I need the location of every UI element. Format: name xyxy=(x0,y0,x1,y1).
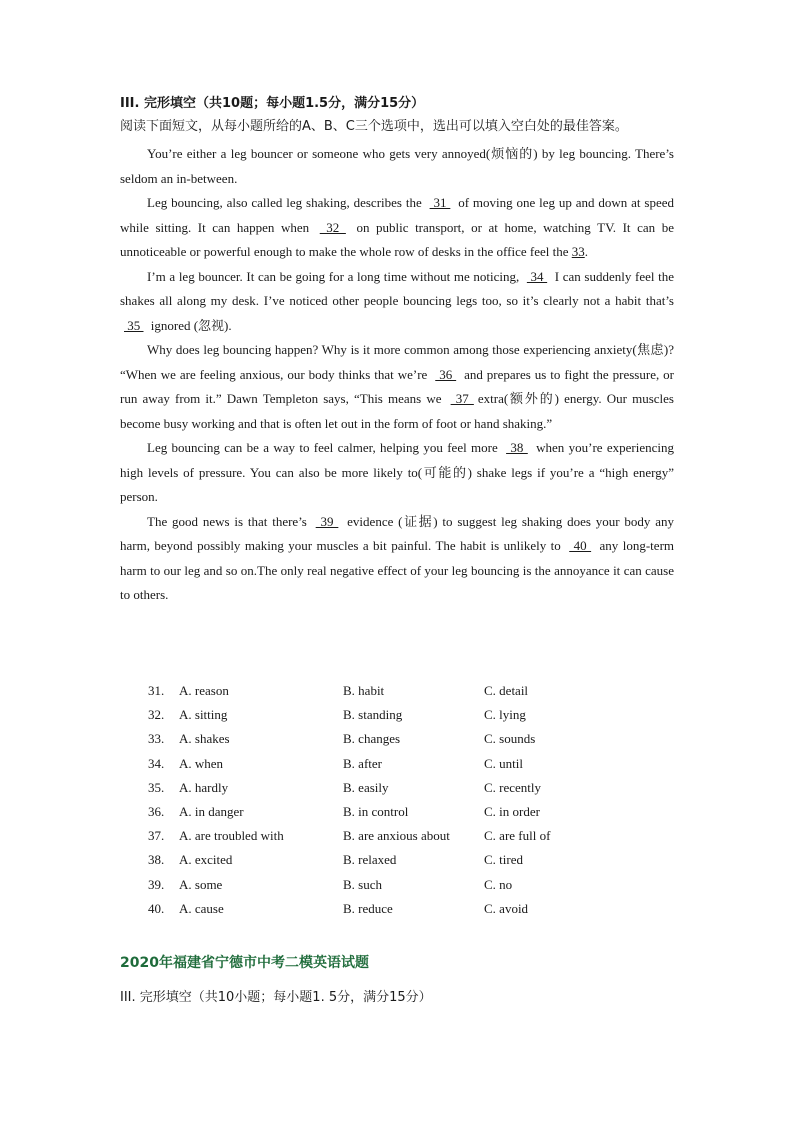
paragraph-6 xyxy=(120,510,674,608)
option-a: A. in danger xyxy=(179,803,244,819)
option-c: C. lying xyxy=(484,707,526,723)
question-number: 39. xyxy=(148,876,165,892)
option-c: C. are full of xyxy=(484,828,551,844)
paragraph-1: You’re either a leg bouncer or someone who gets very annoyed(烦恼的) by leg bouncing. There’s seldom an in-between. xyxy=(120,146,674,186)
option-a: A. hardly xyxy=(179,779,229,795)
option-a: A. when xyxy=(179,755,224,771)
option-row-38 xyxy=(148,848,568,872)
option-c: C. recently xyxy=(484,779,542,795)
option-a: A. shakes xyxy=(179,731,230,747)
option-b: B. are anxious about xyxy=(343,828,450,844)
text-segment: . xyxy=(584,244,588,259)
question-number: 35. xyxy=(148,779,165,795)
text-segment: extra(额外的) energy. Our muscles become busy working and that is often let out in the form of foot or hand shaking.” xyxy=(120,391,674,431)
blank-36: 36 xyxy=(435,366,457,382)
passage-content xyxy=(120,94,674,608)
question-number: 33. xyxy=(148,731,165,747)
exam-title: 2020年福建省宁德市中考二模英语试题 xyxy=(120,955,369,971)
question-number: 34. xyxy=(148,755,165,771)
text-segment: any long-term harm to our leg and so on.The only real negative effect of your leg bouncing is the annoyance it can cause to others. xyxy=(120,538,675,602)
question-number: 36. xyxy=(148,803,165,819)
paragraph-3 xyxy=(120,265,674,339)
text-segment: I can suddenly feel the shakes all along my desk. I’ve noticed other people bouncing legs too, so it’s clearly not a habit that’s xyxy=(120,268,674,308)
blank-39: 39 xyxy=(315,513,339,529)
text-segment: when you’re experiencing high levels of pressure. You can also be more likely to(可能的) shake legs if you’re a “high energy” person. xyxy=(120,440,675,504)
option-row-33 xyxy=(148,727,568,751)
option-a: A. cause xyxy=(179,900,224,916)
option-row-32 xyxy=(148,703,568,727)
text-segment: and prepares us to fight the pressure, or run away from it.” Dawn Templeton says, “This means we xyxy=(120,366,674,406)
option-a: A. sitting xyxy=(179,707,228,723)
text-segment: of moving one leg up and down at speed while sitting. It can happen when xyxy=(120,195,675,235)
option-b: B. relaxed xyxy=(343,852,397,868)
option-row-36 xyxy=(148,800,568,824)
question-number: 40. xyxy=(148,900,165,916)
next-section-title: III. 完形填空（共10小题；每小题1. 5分，满分15分） xyxy=(120,990,432,1005)
blank-40: 40 xyxy=(569,538,592,553)
option-b: B. after xyxy=(343,755,382,771)
option-row-40 xyxy=(148,897,568,921)
instruction-text: 阅读下面短文，从每小题所给的A、B、C三个选项中，选出可以填入空白处的最佳答案。 xyxy=(120,119,628,134)
paragraph-5 xyxy=(120,436,674,510)
option-row-31 xyxy=(148,679,568,703)
paragraph-2 xyxy=(120,191,674,265)
option-a: A. are troubled with xyxy=(179,828,284,844)
option-b: B. in control xyxy=(343,803,409,819)
text-segment: evidence (证据) to suggest leg shaking does your body any harm, beyond possibly making your muscles a bit painful. The habit is unlikely to xyxy=(120,513,675,553)
option-c: C. sounds xyxy=(484,731,536,747)
text-segment: The good news is that there’s xyxy=(147,513,312,529)
section-title: III. 完形填空（共10题；每小题1.5分，满分15分） xyxy=(120,96,425,111)
blank-33: 33 xyxy=(571,244,585,259)
blank-31: 31 xyxy=(429,195,451,210)
text-segment: I’m a leg bouncer. It can be going for a long time without me noticing, xyxy=(147,268,523,284)
option-c: C. in order xyxy=(484,803,540,819)
option-c: C. detail xyxy=(484,683,529,698)
option-row-35 xyxy=(148,776,568,800)
option-c: C. until xyxy=(484,755,524,771)
blank-35: 35 xyxy=(124,317,144,333)
option-row-34 xyxy=(148,752,568,776)
text-segment: Why does leg bouncing happen? Why is it more common among those experiencing anxiety(焦虑)? “When we are feeling anxious, our body thinks that we’re xyxy=(120,342,674,382)
text-segment: ignored (忽视). xyxy=(147,317,232,333)
answer-options xyxy=(148,679,568,921)
option-a: A. excited xyxy=(179,852,233,868)
option-b: B. standing xyxy=(343,707,403,723)
blank-32: 32 xyxy=(319,219,346,235)
text-segment: Leg bouncing, also called leg shaking, describes the xyxy=(147,195,426,210)
option-row-37 xyxy=(148,824,568,848)
paragraph-4 xyxy=(120,338,674,436)
option-b: B. habit xyxy=(343,683,385,698)
text-segment: Leg bouncing can be a way to feel calmer, helping you feel more xyxy=(147,440,503,455)
question-number: 38. xyxy=(148,852,165,868)
blank-38: 38 xyxy=(506,440,528,455)
question-number: 31. xyxy=(148,683,165,698)
option-row-39 xyxy=(148,873,568,897)
text-segment: on public transport, or at home, watching TV. It can be unnoticeable or powerful enough to make the whole row of desks in the office feel the xyxy=(120,219,674,259)
option-b: B. such xyxy=(343,876,382,892)
option-a: A. some xyxy=(179,876,223,892)
question-number: 37. xyxy=(148,828,165,844)
blank-37: 37 xyxy=(450,391,474,406)
option-c: C. no xyxy=(484,876,513,892)
option-b: B. changes xyxy=(343,731,401,747)
option-c: C. avoid xyxy=(484,900,529,916)
blank-34: 34 xyxy=(526,268,548,284)
question-number: 32. xyxy=(148,707,165,723)
option-c: C. tired xyxy=(484,852,523,868)
option-a: A. reason xyxy=(179,683,229,698)
option-b: B. easily xyxy=(343,779,389,795)
option-b: B. reduce xyxy=(343,900,393,916)
